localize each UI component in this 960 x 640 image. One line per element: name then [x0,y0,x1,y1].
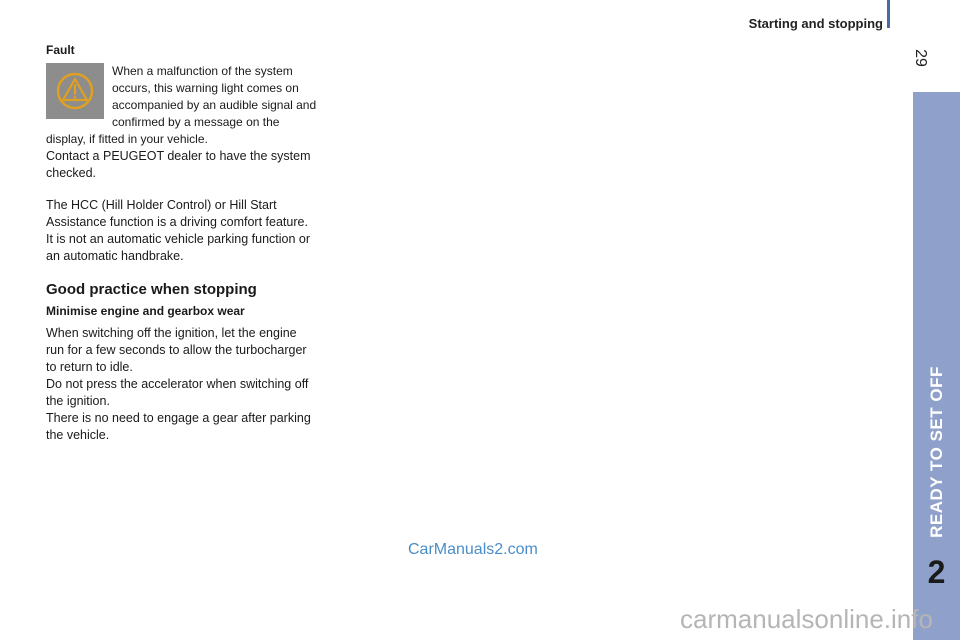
hcc-description: The HCC (Hill Holder Control) or Hill Start Assistance function is a driving comfort feature. It is not an automatic vehicle parking function or an automatic handbrake. [46,198,311,263]
fault-description: When a malfunction of the system occurs, this warning light comes on accompanied by an audible signal and confirmed by a message on the display, if fitted in your vehicle. [46,64,317,146]
chapter-label-text: READY TO SET OFF [926,366,946,538]
chapter-number: 2 [927,554,946,590]
good-practice-paragraph: When switching off the ignition, let the engine run for a few seconds to allow the turbocharger to return to idle. [46,326,307,374]
good-practice-subtitle: Minimise engine and gearbox wear [46,304,245,318]
page-number-text: 29 [911,49,929,67]
main-content [46,42,318,444]
warning-triangle-icon [55,71,95,111]
footer-watermark: carmanualsonline.info [680,604,933,634]
page-number [905,38,935,78]
good-practice-title: Good practice when stopping [46,281,257,298]
header-title: Starting and stopping [748,16,883,31]
fault-contact: Contact a PEUGEOT dealer to have the system checked. [46,149,311,180]
paragraph-gap [46,182,318,197]
fault-heading: Fault [46,43,75,57]
good-practice-paragraph: There is no need to engage a gear after parking the vehicle. [46,411,311,442]
warning-light-tile [46,63,104,119]
watermark-link[interactable]: CarManuals2.com [408,541,538,558]
header-divider [887,0,890,28]
chapter-sidebar [913,92,960,640]
chapter-label [913,352,960,552]
good-practice-paragraph: Do not press the accelerator when switching off the ignition. [46,377,309,408]
